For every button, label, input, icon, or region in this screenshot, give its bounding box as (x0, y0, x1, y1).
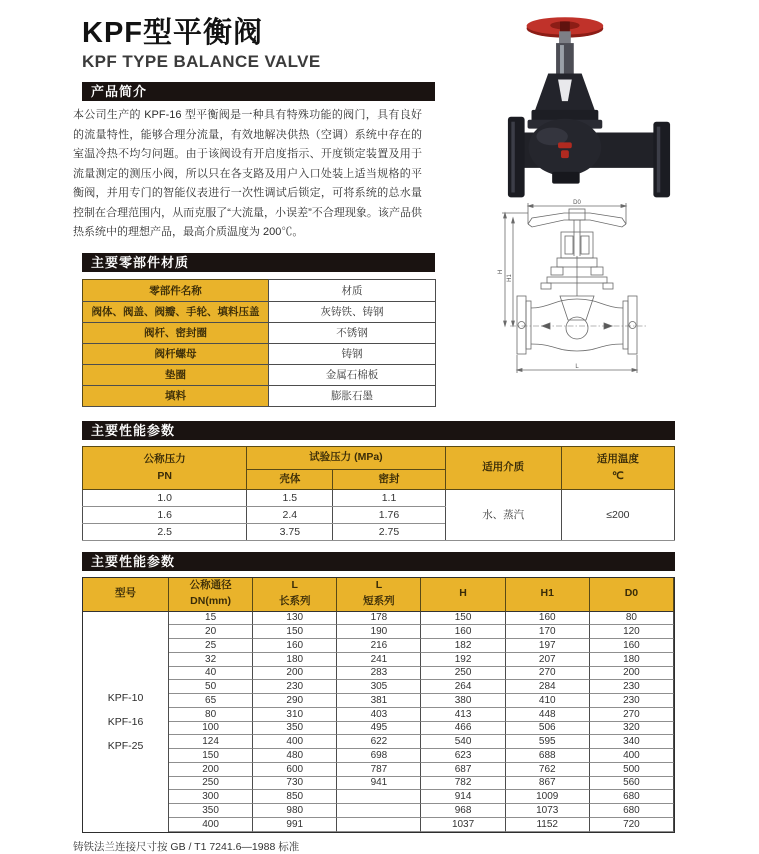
section-heading-performance (82, 421, 675, 440)
h1-cell: 506 (506, 722, 590, 736)
col-l-long: L 长系列 (253, 578, 337, 612)
pn-cell: 2.5 (83, 523, 247, 540)
col-h1: H1 (506, 578, 590, 612)
col-seal: 密封 (333, 469, 445, 489)
section-heading-performance-label: 主要性能参数 (91, 422, 176, 438)
d0-cell: 270 (590, 708, 674, 722)
part-name-cell: 垫圈 (83, 364, 269, 385)
part-name-cell: 阀杆、密封圈 (83, 322, 269, 343)
dn-cell: 80 (169, 708, 253, 722)
dn-cell: 300 (169, 790, 253, 804)
shell-cell: 2.4 (247, 506, 333, 523)
h-cell: 150 (421, 612, 505, 626)
d0-cell: 680 (590, 790, 674, 804)
section-heading-dimensions (82, 552, 675, 571)
l-long-cell: 350 (253, 722, 337, 736)
d0-cell: 720 (590, 818, 674, 832)
page-title: KPF型平衡阀 (82, 17, 264, 49)
d0-cell: 560 (590, 777, 674, 791)
dn-cell: 124 (169, 735, 253, 749)
section-heading-materials (82, 253, 435, 272)
performance-header-row-1 (83, 446, 675, 469)
l-short-cell: 403 (337, 708, 421, 722)
col-h: H (421, 578, 505, 612)
col-applicable-medium: 适用介质 (445, 446, 561, 489)
dn-cell: 250 (169, 777, 253, 791)
dn-cell: 65 (169, 694, 253, 708)
d0-cell: 120 (590, 625, 674, 639)
d0-cell: 200 (590, 667, 674, 681)
l-short-cell: 178 (337, 612, 421, 626)
d0-cell: 230 (590, 694, 674, 708)
h-cell: 540 (421, 735, 505, 749)
intro-paragraph: 本公司生产的 KPF-16 型平衡阀是一种具有特殊功能的阀门，具有良好的流量特性，能够合理分流量，有效地解决供热（空调）系统中存在的室温冷热不均匀问题。由于该阀设有开启度指示、开度锁定装置及用于流量测定的测压小阀，所以只在各支路及用户入口处装上适当规格的平衡阀，并用专门的智能仪表进行一次性调试后锁定，可将系统的总水量控制在合理范围内，从而克服了“大流量，小误差”不合理现象。该产品供热系统中的理想产品，最高介质温度为 200℃。 (73, 109, 422, 238)
material-cell: 铸钢 (269, 343, 436, 364)
d0-cell: 400 (590, 749, 674, 763)
h-cell: 250 (421, 667, 505, 681)
materials-col-part-name: 零部件名称 (83, 279, 269, 301)
l-short-cell: 622 (337, 735, 421, 749)
h1-cell: 170 (506, 625, 590, 639)
section-heading-intro-label: 产品简介 (91, 84, 148, 99)
seal-cell: 1.1 (333, 489, 445, 506)
l-long-cell: 400 (253, 735, 337, 749)
part-name-cell: 填料 (83, 385, 269, 406)
pn-cell: 1.6 (83, 506, 247, 523)
dn-cell: 40 (169, 667, 253, 681)
footer-note: 铸铁法兰连接尺寸按 GB / T1 7241.6—1988 标准 (73, 840, 300, 853)
dn-cell: 200 (169, 763, 253, 777)
l-long-cell: 310 (253, 708, 337, 722)
dn-cell: 25 (169, 639, 253, 653)
l-long-cell: 290 (253, 694, 337, 708)
l-long-cell: 200 (253, 667, 337, 681)
h1-cell: 867 (506, 777, 590, 791)
h1-cell: 410 (506, 694, 590, 708)
dimensions-table (82, 577, 675, 833)
model-list-cell (83, 612, 169, 832)
h-cell: 782 (421, 777, 505, 791)
l-long-cell: 180 (253, 653, 337, 667)
l-short-cell: 787 (337, 763, 421, 777)
materials-row (83, 364, 436, 385)
material-cell: 灰铸铁、铸钢 (269, 301, 436, 322)
material-cell: 不锈钢 (269, 322, 436, 343)
l-long-cell: 130 (253, 612, 337, 626)
dn-cell: 32 (169, 653, 253, 667)
col-dn: 公称通径 DN(mm) (169, 578, 253, 612)
l-short-cell (337, 804, 421, 818)
seal-cell: 1.76 (333, 506, 445, 523)
dn-cell: 15 (169, 612, 253, 626)
l-long-cell: 850 (253, 790, 337, 804)
page-subtitle: KPF TYPE BALANCE VALVE (82, 52, 321, 71)
h-cell: 968 (421, 804, 505, 818)
drawing-dim-h-label: H (498, 269, 504, 275)
materials-header-row (83, 279, 436, 301)
l-short-cell: 495 (337, 722, 421, 736)
h1-cell: 1009 (506, 790, 590, 804)
dn-cell: 20 (169, 625, 253, 639)
material-cell: 膨胀石墨 (269, 385, 436, 406)
l-short-cell: 216 (337, 639, 421, 653)
col-shell: 壳体 (247, 469, 333, 489)
h-cell: 160 (421, 625, 505, 639)
l-long-cell: 730 (253, 777, 337, 791)
d0-cell: 680 (590, 804, 674, 818)
model-kpf16: KPF-16 (107, 715, 144, 728)
performance-table (82, 446, 675, 541)
drawing-dim-top-label: D0 (573, 200, 581, 206)
l-short-cell: 698 (337, 749, 421, 763)
valve-technical-drawing (498, 198, 663, 382)
l-short-cell: 190 (337, 625, 421, 639)
h-cell: 264 (421, 680, 505, 694)
col-model: 型号 (83, 578, 169, 612)
model-kpf25: KPF-25 (107, 739, 144, 752)
materials-row (83, 385, 436, 406)
l-long-cell: 480 (253, 749, 337, 763)
col-applicable-temp: 适用温度 ℃ (561, 446, 674, 489)
d0-cell: 500 (590, 763, 674, 777)
l-short-cell (337, 790, 421, 804)
h-cell: 466 (421, 722, 505, 736)
h1-cell: 1073 (506, 804, 590, 818)
d0-cell: 230 (590, 680, 674, 694)
h1-cell: 284 (506, 680, 590, 694)
dn-cell: 150 (169, 749, 253, 763)
h-cell: 687 (421, 763, 505, 777)
dn-cell: 350 (169, 804, 253, 818)
d0-cell: 320 (590, 722, 674, 736)
h-cell: 1037 (421, 818, 505, 832)
h1-cell: 197 (506, 639, 590, 653)
h-cell: 192 (421, 653, 505, 667)
valve-photo (503, 10, 675, 200)
l-long-cell: 150 (253, 625, 337, 639)
material-cell: 金属石棉板 (269, 364, 436, 385)
temp-value-cell: ≤200 (561, 489, 674, 540)
materials-table (82, 279, 436, 407)
section-heading-intro (82, 82, 435, 101)
l-long-cell: 600 (253, 763, 337, 777)
h1-cell: 160 (506, 612, 590, 626)
part-name-cell: 阀杆螺母 (83, 343, 269, 364)
d0-cell: 340 (590, 735, 674, 749)
drawing-dim-l-label: L (575, 364, 579, 370)
performance-row (83, 489, 675, 506)
l-short-cell: 305 (337, 680, 421, 694)
d0-cell: 160 (590, 639, 674, 653)
seal-cell: 2.75 (333, 523, 445, 540)
col-nominal-pressure: 公称压力 PN (83, 446, 247, 489)
materials-row (83, 343, 436, 364)
h1-cell: 1152 (506, 818, 590, 832)
dn-cell: 100 (169, 722, 253, 736)
l-short-cell: 241 (337, 653, 421, 667)
h1-cell: 688 (506, 749, 590, 763)
pn-cell: 1.0 (83, 489, 247, 506)
l-long-cell: 230 (253, 680, 337, 694)
h1-cell: 595 (506, 735, 590, 749)
l-long-cell: 991 (253, 818, 337, 832)
l-short-cell (337, 818, 421, 832)
shell-cell: 1.5 (247, 489, 333, 506)
d0-cell: 80 (590, 612, 674, 626)
l-short-cell: 941 (337, 777, 421, 791)
materials-row (83, 301, 436, 322)
l-short-cell: 283 (337, 667, 421, 681)
h-cell: 623 (421, 749, 505, 763)
h-cell: 380 (421, 694, 505, 708)
dn-cell: 50 (169, 680, 253, 694)
part-name-cell: 阀体、阀盖、阀瓣、手轮、填料压盖 (83, 301, 269, 322)
h1-cell: 762 (506, 763, 590, 777)
shell-cell: 3.75 (247, 523, 333, 540)
dn-cell: 400 (169, 818, 253, 832)
h-cell: 914 (421, 790, 505, 804)
l-long-cell: 160 (253, 639, 337, 653)
drawing-dim-h1-label: H1 (507, 274, 513, 282)
medium-value-cell: 水、蒸汽 (445, 489, 561, 540)
materials-row (83, 322, 436, 343)
d0-cell: 180 (590, 653, 674, 667)
section-heading-dimensions-label: 主要性能参数 (91, 553, 176, 569)
h1-cell: 207 (506, 653, 590, 667)
l-long-cell: 980 (253, 804, 337, 818)
col-l-short: L 短系列 (337, 578, 421, 612)
model-kpf10: KPF-10 (107, 691, 144, 704)
h1-cell: 270 (506, 667, 590, 681)
l-short-cell: 381 (337, 694, 421, 708)
col-test-pressure: 试验压力 (MPa) (247, 446, 445, 469)
materials-col-material: 材质 (269, 279, 436, 301)
h1-cell: 448 (506, 708, 590, 722)
col-d0: D0 (590, 578, 674, 612)
h-cell: 182 (421, 639, 505, 653)
h-cell: 413 (421, 708, 505, 722)
section-heading-materials-label: 主要零部件材质 (91, 254, 190, 270)
